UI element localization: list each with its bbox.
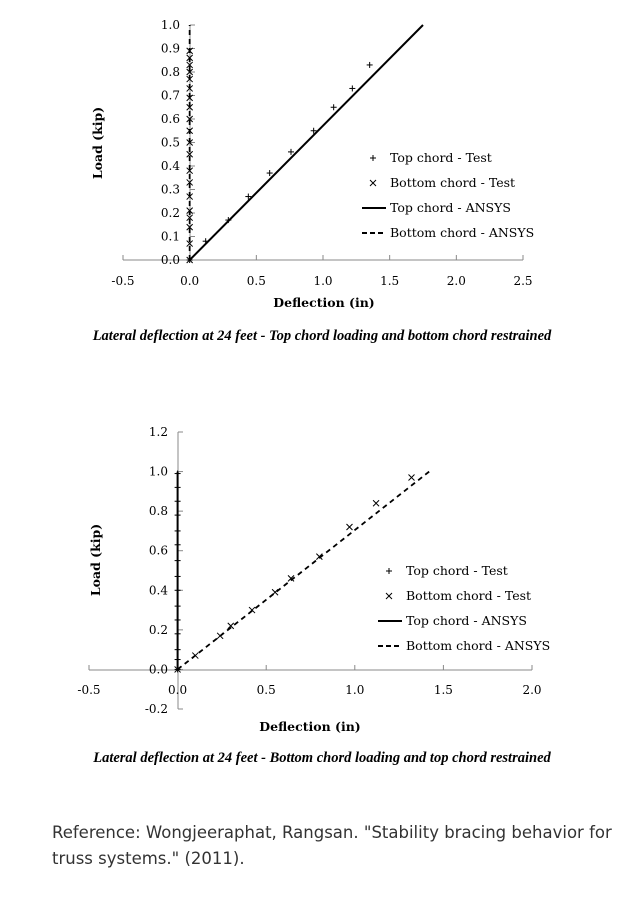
legend-label: Bottom chord - ANSYS bbox=[406, 638, 551, 653]
y-tick-label: 0.7 bbox=[160, 88, 180, 103]
legend-label: Top chord - Test bbox=[406, 563, 508, 578]
data-point-plus bbox=[175, 512, 181, 518]
chart-2 bbox=[0, 410, 644, 740]
legend-item bbox=[362, 200, 511, 215]
x-tick-label: 1.0 bbox=[313, 274, 333, 288]
y-tick-label: 0.9 bbox=[160, 41, 180, 56]
data-point-plus bbox=[175, 558, 181, 564]
legend-item bbox=[386, 588, 531, 603]
y-tick-label: 0.8 bbox=[148, 504, 168, 519]
data-point-x bbox=[272, 589, 278, 595]
data-point-plus bbox=[175, 603, 181, 609]
y-tick-label: 0.4 bbox=[148, 583, 168, 598]
y-tick-label: 0.3 bbox=[160, 182, 180, 197]
data-point-plus bbox=[175, 657, 181, 663]
y-tick-label: 1.0 bbox=[148, 464, 168, 479]
x-tick-label: 1.5 bbox=[380, 274, 400, 288]
data-point-x bbox=[373, 500, 379, 506]
data-point-plus bbox=[288, 149, 294, 155]
data-point-x bbox=[346, 524, 352, 530]
y-tick-label: 0.4 bbox=[160, 159, 180, 173]
legend-item bbox=[378, 638, 550, 653]
x-axis-title: Deflection (in) bbox=[259, 719, 361, 734]
y-tick-label: 0.2 bbox=[160, 206, 180, 220]
data-point-plus bbox=[367, 62, 373, 68]
y-tick-label: 0.1 bbox=[160, 229, 180, 244]
x-tick-label: 0.0 bbox=[180, 274, 200, 288]
x-tick-label: 0.5 bbox=[246, 274, 266, 288]
legend-item bbox=[386, 563, 508, 578]
series-line-top-chord-ansys bbox=[190, 25, 423, 260]
x-tick-label: 1.0 bbox=[345, 683, 365, 697]
y-tick-label: 0.0 bbox=[148, 662, 168, 677]
x-tick-label: 0.0 bbox=[168, 683, 188, 697]
data-point-x bbox=[249, 607, 255, 613]
legend-label: Top chord - ANSYS bbox=[406, 613, 527, 628]
y-tick-label: 1.2 bbox=[148, 425, 168, 439]
legend-label: Bottom chord - ANSYS bbox=[390, 225, 535, 240]
legend-item bbox=[378, 613, 527, 628]
y-tick-label: 0.6 bbox=[160, 112, 180, 126]
x-tick-label: 1.5 bbox=[433, 683, 453, 697]
data-point-plus bbox=[175, 528, 181, 534]
data-point-plus bbox=[175, 631, 181, 637]
x-tick-label: 2.0 bbox=[446, 274, 466, 288]
legend-item bbox=[362, 225, 534, 240]
legend-item bbox=[370, 175, 515, 190]
y-tick-label: -0.2 bbox=[144, 702, 168, 716]
y-tick-label: 1.0 bbox=[160, 18, 180, 32]
y-axis-title: Load (kip) bbox=[88, 523, 103, 597]
data-point-plus bbox=[349, 85, 355, 91]
data-point-x bbox=[409, 475, 415, 481]
data-point-plus bbox=[267, 170, 273, 176]
data-point-plus bbox=[331, 104, 337, 110]
legend-label: Bottom chord - Test bbox=[406, 588, 532, 603]
figure-2-caption: Lateral deflection at 24 feet - Bottom chord loading and top chord restrained bbox=[93, 750, 551, 766]
x-tick-label: 2.0 bbox=[522, 683, 542, 697]
y-tick-label: 0.2 bbox=[148, 622, 168, 637]
x-tick-label: 0.5 bbox=[256, 683, 276, 697]
data-point-plus bbox=[175, 573, 181, 579]
data-point-x bbox=[192, 653, 198, 659]
x-axis-title: Deflection (in) bbox=[273, 295, 375, 310]
data-point-plus bbox=[175, 498, 181, 504]
legend-label: Top chord - Test bbox=[390, 150, 492, 165]
legend-label: Bottom chord - Test bbox=[390, 175, 516, 190]
y-tick-label: 0.6 bbox=[148, 543, 168, 558]
data-point-plus bbox=[175, 647, 181, 653]
figure-1-caption: Lateral deflection at 24 feet - Top chord loading and bottom chord restrained bbox=[92, 328, 552, 344]
y-axis-title: Load (kip) bbox=[90, 106, 105, 180]
y-tick-label: 0.8 bbox=[160, 65, 180, 79]
y-tick-label: 0.0 bbox=[160, 253, 180, 267]
data-point-plus bbox=[175, 484, 181, 490]
legend-label: Top chord - ANSYS bbox=[390, 200, 511, 215]
reference-text: Reference: Wongjeeraphat, Rangsan. "Stability bracing behavior for truss systems." (2011). bbox=[52, 823, 612, 868]
chart-1 bbox=[0, 0, 644, 320]
x-tick-label: 2.5 bbox=[513, 274, 533, 288]
x-tick-label: -0.5 bbox=[111, 274, 135, 288]
x-tick-label: -0.5 bbox=[77, 683, 101, 697]
legend-item bbox=[370, 150, 492, 165]
data-point-plus bbox=[175, 617, 181, 623]
data-point-plus bbox=[203, 238, 209, 244]
data-point-plus bbox=[175, 587, 181, 593]
data-point-plus bbox=[175, 542, 181, 548]
y-tick-label: 0.5 bbox=[160, 135, 180, 150]
data-point-x bbox=[217, 633, 223, 639]
